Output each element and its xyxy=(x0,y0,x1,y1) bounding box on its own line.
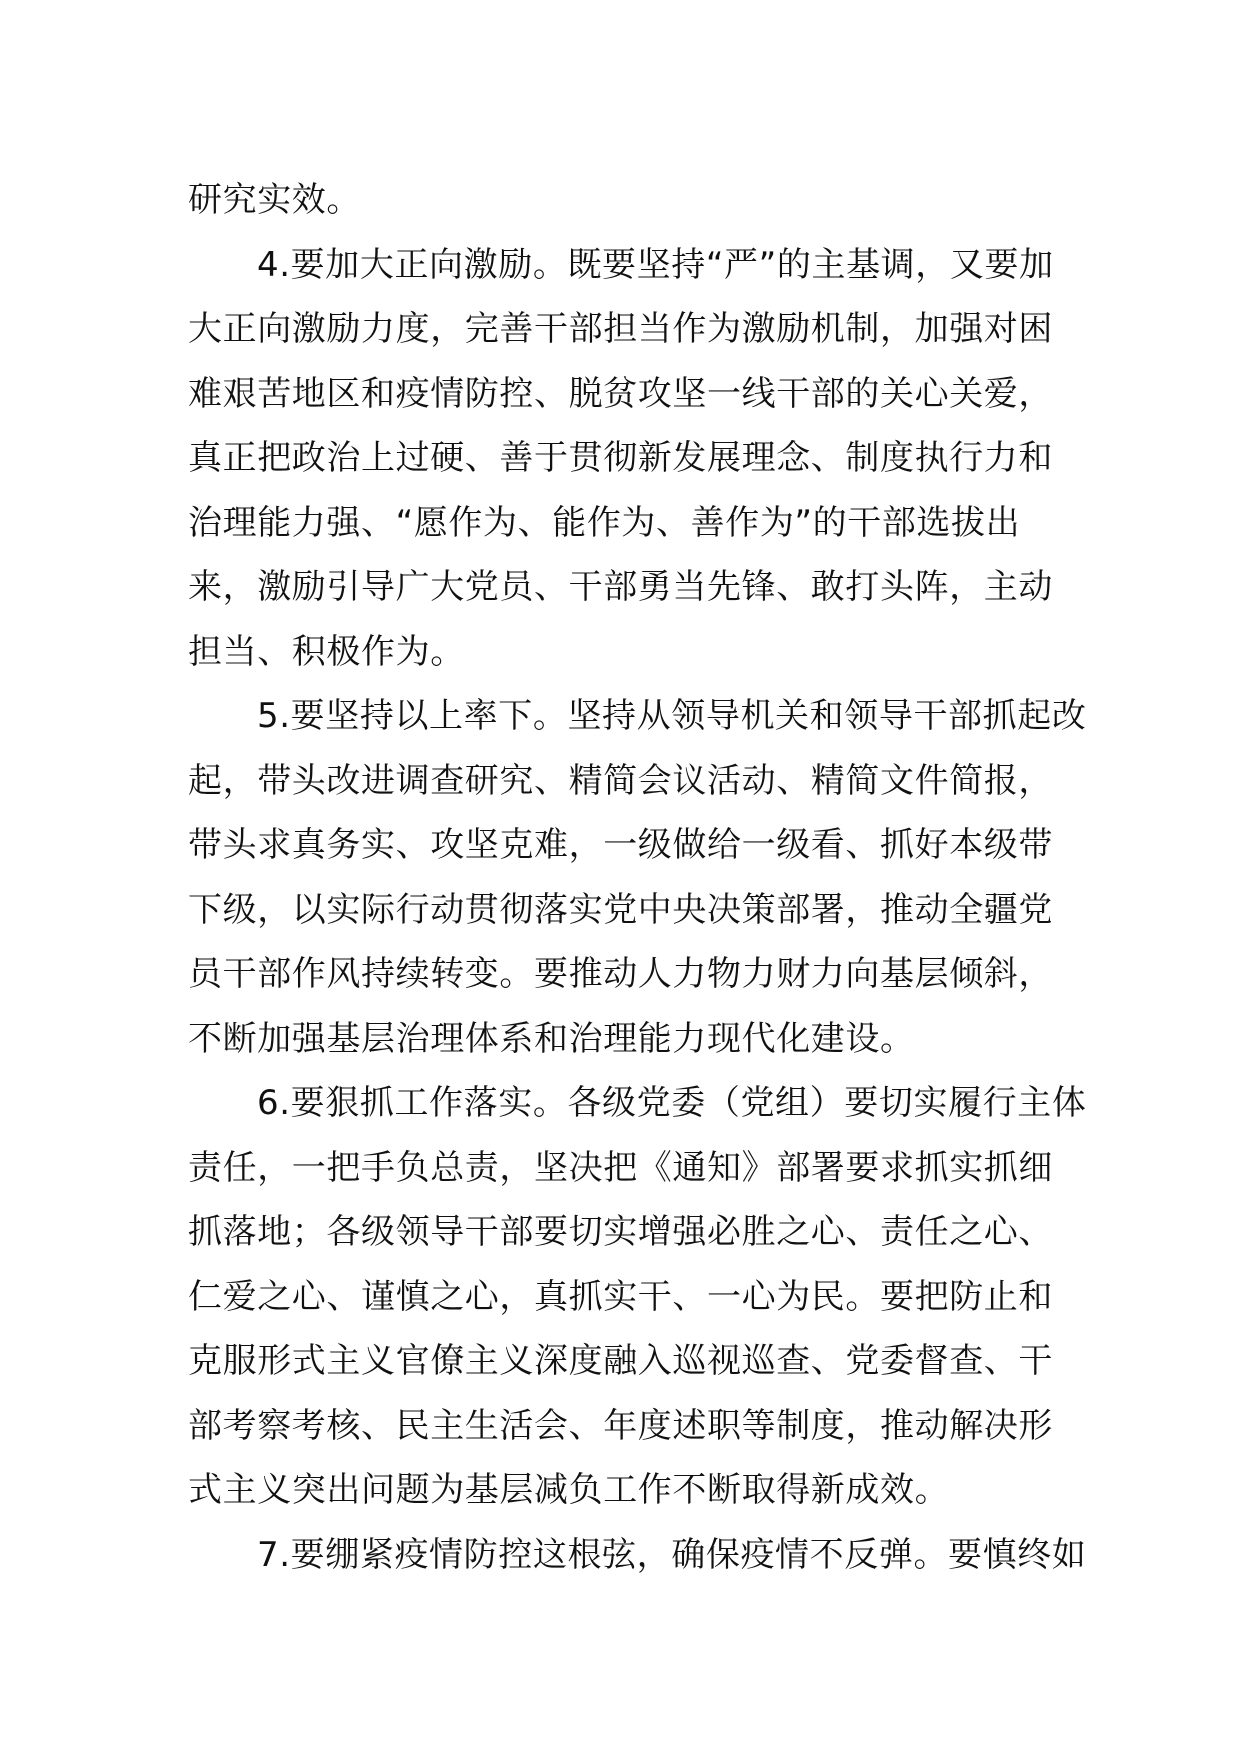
text-line: 研究实效。 xyxy=(188,180,361,220)
text-line: 责任，一把手负总责，坚决把《通知》部署要求抓实抓细 xyxy=(188,1147,1053,1188)
text-line: 仁爱之心、谨慎之心，真抓实干、一心为民。要把防止和 xyxy=(188,1276,1053,1317)
text-line: 带头求真务实、攻坚克难，一级做给一级看、抓好本级带 xyxy=(188,825,1053,865)
text-line: 式主义突出问题为基层减负工作不断取得新成效。 xyxy=(188,1470,950,1510)
text-line: 治理能力强、“愿作为、能作为、善作为”的干部选拔出 xyxy=(188,502,1021,543)
text-line: 真正把政治上过硬、善于贯彻新发展理念、制度执行力和 xyxy=(188,438,1053,478)
text-line: 下级，以实际行动贯彻落实党中央决策部署，推动全疆党 xyxy=(188,889,1053,930)
text-line: 4.要加大正向激励。既要坚持“严”的主基调，又要加 xyxy=(257,244,1054,285)
text-line: 克服形式主义官僚主义深度融入巡视巡查、党委督查、干 xyxy=(188,1341,1053,1381)
text-line: 担当、积极作为。 xyxy=(188,631,465,672)
text-line: 员干部作风持续转变。要推动人力物力财力向基层倾斜， xyxy=(188,954,1053,994)
text-line: 7.要绷紧疫情防控这根弦，确保疫情不反弹。要慎终如 xyxy=(257,1534,1087,1575)
text-line: 不断加强基层治理体系和治理能力现代化建设。 xyxy=(188,1018,915,1059)
text-line: 起，带头改进调查研究、精简会议活动、精简文件简报， xyxy=(188,760,1053,801)
text-line: 部考察考核、民主生活会、年度述职等制度，推动解决形 xyxy=(188,1405,1053,1446)
text-line: 5.要坚持以上率下。坚持从领导机关和领导干部抓起改 xyxy=(257,696,1087,736)
text-line: 抓落地；各级领导干部要切实增强必胜之心、责任之心、 xyxy=(188,1212,1053,1252)
body-text xyxy=(188,168,1087,1587)
text-line: 难艰苦地区和疫情防控、脱贫攻坚一线干部的关心关爱， xyxy=(188,373,1053,414)
text-line: 大正向激励力度，完善干部担当作为激励机制，加强对困 xyxy=(188,309,1053,349)
text-line: 6.要狠抓工作落实。各级党委（党组）要切实履行主体 xyxy=(257,1083,1087,1123)
text-line: 来，激励引导广大党员、干部勇当先锋、敢打头阵，主动 xyxy=(188,567,1053,607)
